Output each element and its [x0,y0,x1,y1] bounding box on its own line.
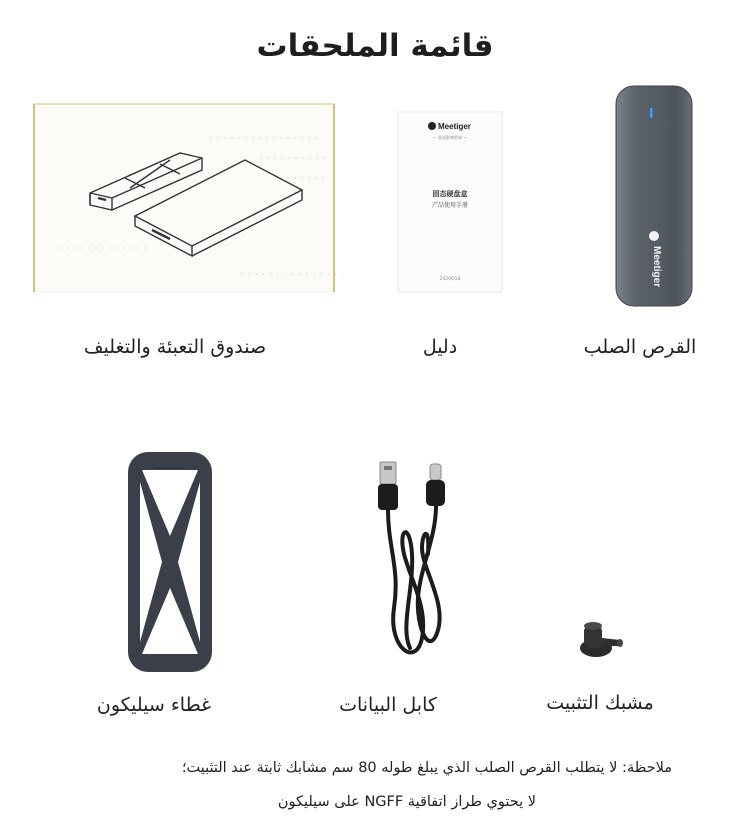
manual-booklet-icon [392,108,504,294]
manual-title-2: 产品使用手册 [431,202,469,209]
manual-subtitle: — 品质影响世界 — [432,135,468,140]
label-packaging-box: صندوق التعبئة والتغليف [83,336,267,358]
label-manual: دليل [422,336,458,358]
ssd-enclosure-icon [610,84,700,308]
mounting-clip-image [574,618,626,662]
note-line-2: لا يحتوي طراز اتفاقية NGFF على سيليكون [277,794,536,810]
silicone-cover-image [124,448,216,676]
ssd-enclosure-image [610,84,700,308]
note-line-1: ملاحظة: لا يتطلب القرص الصلب الذي يبلغ طوله 80 سم مشابك ثابتة عند التثبيت؛ [181,760,672,776]
manual-brand: Meetiger [438,122,471,131]
label-silicone-cover: غطاء سيليكون [96,694,212,716]
label-hard-disk: القرص الصلب [583,336,697,358]
label-mounting-clip: مشبك التثبيت [546,692,654,714]
manual-code: 2420Q18 [439,277,461,282]
page-title: قائمة الملحقات [256,28,494,64]
packaging-box-icon [30,98,345,300]
ssd-brand: Meetiger [651,246,662,288]
usb-cable-icon [360,458,470,668]
packaging-box-image [30,98,345,300]
svg-text:· · · · · · · · · · · · · · ·: · · · · · · · · · · · · · · · [240,271,345,278]
brand-logo-icon [649,231,659,241]
manual-booklet-image [392,108,504,294]
silicone-cover-icon [124,448,216,676]
mounting-clip-icon [574,618,626,662]
manual-title: 固态硬盘盒 [432,190,468,198]
usb-cable-image [360,458,470,668]
label-usb-cable: كابل البيانات [339,694,437,716]
ssd-led [650,108,653,118]
